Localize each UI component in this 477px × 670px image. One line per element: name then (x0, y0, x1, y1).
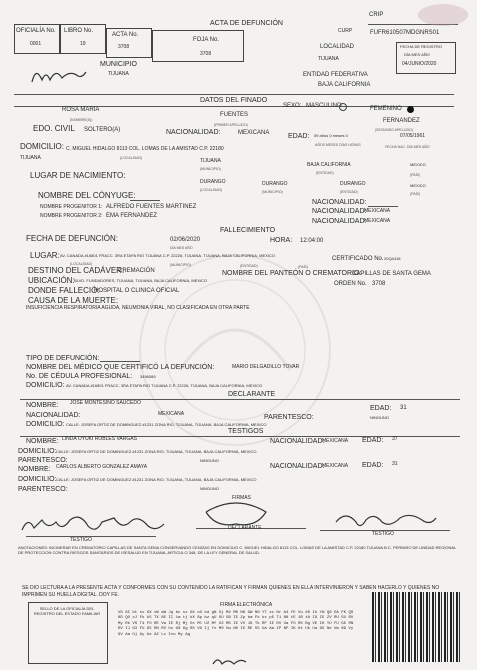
progenitor2-value: EMA FERNANDEZ (106, 213, 158, 219)
declarante-nombre-label: NOMBRE: (26, 402, 59, 409)
lugar-nacimiento-estado: DURANGO (340, 181, 366, 187)
firma-electronica-value: VG 8I bt sv GX vW aW Jq bc sx GX oG bd gN Oj M2 M0 N6 GW N0 YT sc Nr A4 fE Vu #0 Ik YW Q6 OA FK QS 8D QO xJ Fk k5 TX 8E II 1m tj kX 8p bz qU GU 5B IE Zp bm Fk kx p5 T1 N8 tE 1B tA I9 IE ZV RU 5U RV My Rk VS T4 FO RE Va IE Rj Mj Ox Ml U2 Mf X2 M5 IE VV J8 Tk RF IE RV Ua FO R0 Bg VE IK YU FU G5 RN RV IJ G3 FU G5 RN RV hc G0 6g R5 VG Ij Yx M0 Uw N0 IE RE 55 Ua Aa IP NP IK Ht Uk Ua G5 Ne Vm 89 Vy 9V Aa Oj Ay Az AZ Lz Ivo My Ag (118, 611, 354, 637)
orden-label: ORDEN No. (334, 281, 367, 287)
donde-fallecio-label: DONDE FALLECIÓ: (28, 286, 100, 295)
testigo2-nombre-value: CARLOS ALBERTO GONZALEZ AMAYA (56, 464, 148, 470)
declarante-nacionalidad-label: NACIONALIDAD: (26, 412, 81, 419)
tipo-defuncion-line (100, 361, 140, 362)
conyuge-nacionalidad-label: NACIONALIDAD: (312, 199, 367, 206)
qr-code (372, 592, 460, 662)
domicilio-ciudad: TIJUANA (20, 155, 41, 161)
sexo-masculino-radio (339, 103, 347, 111)
municipio-value: TIJUANA (108, 71, 129, 77)
domicilio-municipio-cap: (MUNICIPIO) (200, 167, 221, 171)
lugar-nacimiento-pais-cap: (PAÍS) (410, 192, 421, 196)
lugar-cap-localidad: (LOCALIDAD) (70, 262, 93, 266)
fecha-registro-label: FECHA DE REGISTRO (400, 44, 443, 49)
orden-value: 3708 (372, 281, 386, 287)
lugar-nacimiento-localidad: DURANGO (200, 179, 226, 185)
destino-value: CREMACIÓN (118, 268, 155, 274)
declarante-nombre-value: JOSE MONTESINO SAUCEDO (70, 400, 141, 406)
crip-label: CRIP (369, 12, 384, 18)
conyuge-line (130, 200, 160, 201)
conyuge-nacionalidad-line (368, 206, 398, 207)
declarante-section-title: DECLARANTE (228, 391, 276, 398)
fecha-nacimiento-cap: FECHA NAC. DÍA MES AÑO (385, 145, 430, 149)
oficialia-value: 0001 (30, 41, 42, 47)
declarante-domicilio-label: DOMICILIO: (26, 421, 65, 428)
libro-label: LIBRO No. (64, 28, 94, 34)
lugar-nacimiento-pais: MEXICO (410, 183, 426, 188)
registrar-footer-signature (210, 654, 250, 668)
domicilio-municipio: TIJUANA (200, 158, 221, 164)
lugar-nacimiento-label: LUGAR DE NACIMIENTO: (30, 171, 126, 180)
fecha-defuncion-value: 02/06/2020 (170, 237, 201, 243)
lugar-cap-municipio: (MUNICIPIO) (170, 263, 191, 267)
fallecimiento-section-title: FALLECIMIENTO (220, 227, 276, 234)
hora-value: 12:04:00 (300, 238, 324, 244)
curp-label: CURP (338, 28, 353, 34)
declarante-parentesco-label: PARENTESCO: (264, 414, 314, 421)
finado-segundo-apellido: FERNANDEZ (383, 118, 420, 124)
acta-label: ACTA No. (112, 32, 139, 38)
libro-value: 19 (80, 41, 86, 47)
certification-text: SE DIO LECTURA A LA PRESENTE ACTA Y CONFORMES CON SU CONTENIDO LA RATIFICAN Y FIRMAN QUIENES EN ELLA INTERVINIERON Y SABEN HACERLO Y QUIENES NO IMPRIMEN SU HUELLA DIGITAL. DOY FE. (22, 585, 440, 598)
testigo1-nacionalidad-value: MEXICANA (322, 438, 349, 444)
testigo2-parentesco-label: PARENTESCO: (18, 486, 68, 493)
finado-section-title: DATOS DEL FINADO (200, 97, 268, 104)
anotaciones-text: ANOTACIONES: INCINERAR EN CREMATORIO CAPILLAS DE SANTA GEMA CONSERVANDO CENIZAS EN DOMICILIO C. MIGUEL HIDALGO 8113 COL. LOMAS DE LA AMISTAD C.P. 22180 TIJUANA B.C. PERMISO DE UNIDAD REGIONAL DE PROTECCION CONTRA RIESGOS SANITARIOS DE ISESALUD EN TIJUANA, ARTICULO 348, DE LA LEY GENERAL DE SALUD. (18, 545, 457, 556)
testigo2-domicilio-value: CALLE: JOSEFA ORTIZ DE DOMINGUEZ #1231 ZONA RIO, TIJUANA, TIJUANA, BAJA CALIFORNIA, MEXICO (56, 477, 257, 482)
testigo2-edad-label: EDAD: (362, 462, 384, 469)
entidad-label: ENTIDAD FEDERATIVA (303, 72, 368, 78)
rule-finado-top (14, 94, 454, 95)
donde-fallecio-value: HOSPITAL O CLINICA OFICIAL (94, 288, 180, 294)
acta-value: 3708 (118, 44, 130, 50)
lugar-label: LUGAR: (30, 251, 60, 260)
localidad-label: LOCALIDAD (320, 44, 355, 50)
sexo-femenino-radio (407, 106, 414, 113)
testigo2-parentesco-value: NINGUNO (200, 486, 219, 491)
edad-label: EDAD: (288, 133, 310, 140)
domicilio-estado: BAJA CALIFORNIA (307, 162, 351, 168)
domicilio-label: DOMICILIO: (20, 142, 65, 151)
hora-label: HORA: (270, 237, 293, 244)
sello-label: SELLO DE LA OFICIALÍA DEL REGISTRO DEL ESTADO FAMILIAR (33, 606, 101, 617)
declarante-domicilio-value: CALLE: JOSEFA ORTIZ DE DOMINGUEZ #1231 ZONA RIO, TIJUANA, TIJUANA, BAJA CALIFORNIA, MEXICO (66, 422, 267, 427)
testigo2-nombre-label: NOMBRE: (18, 466, 51, 473)
progenitor1-nacionalidad-value: MEXICANA (364, 208, 391, 214)
firmas-label: FIRMAS (232, 495, 251, 501)
domicilio-value: C. MIGUEL HIDALGO 8113 COL. LOMAS DE LA AMISTAD C.P. 22180 (66, 146, 224, 152)
sexo-label: SEXO: (283, 103, 302, 109)
edo-civil-value: SOLTERO(A) (84, 127, 121, 133)
edad-value: 59 años 0 meses 0 (314, 133, 348, 138)
cedula-value: 3496089 (140, 374, 156, 379)
municipio-label: MUNICIPIO (100, 61, 137, 68)
testigo1-signature-label: TESTIGO (70, 537, 92, 543)
testigo1-domicilio-value: CALLE: JOSEFA ORTIZ DE DOMINGUEZ #1231 ZONA RIO, TIJUANA, TIJUANA, BAJA CALIFORNIA, MEXICO (56, 449, 257, 454)
finado-primer-apellido-cap: (PRIMER APELLIDO) (214, 123, 248, 127)
testigo2-domicilio-label: DOMICILIO: (18, 476, 57, 483)
medico-value: MARIO DELGADILLO TOVAR (232, 364, 300, 370)
foja-box (152, 30, 244, 62)
nacionalidad-label: NACIONALIDAD: (166, 129, 221, 136)
testigo2-signature-label: TESTIGO (372, 531, 394, 537)
domicilio-cap: (LOCALIDAD) (120, 156, 143, 160)
destino-label: DESTINO DEL CADÁVER: (28, 266, 125, 275)
lugar-nacimiento-estado-cap: (ENTIDAD) (340, 190, 358, 194)
testigo1-edad-label: EDAD: (362, 437, 384, 444)
progenitor1-value: ALFREDO FUENTES MARTINEZ (106, 204, 197, 210)
stamp-mark (418, 4, 468, 26)
registrar-signature (28, 62, 88, 88)
foja-label: FOJA No. (193, 37, 220, 43)
progenitor1-nacionalidad-label: NACIONALIDAD: (312, 208, 367, 215)
edad-cap: AÑOS MESES DÍAS HORAS (315, 143, 361, 147)
finado-segundo-apellido-cap: (SEGUNDO APELLIDO) (375, 128, 413, 132)
lugar-cap-entidad: (ENTIDAD) (240, 264, 258, 268)
finado-nombre-cap: (NOMBRE(S)) (70, 118, 93, 122)
testigo1-parentesco-label: PARENTESCO: (18, 457, 68, 464)
testigos-section-title: TESTIGOS (228, 428, 264, 435)
causa-label: CAUSA DE LA MUERTE: (28, 296, 119, 305)
edo-civil-label: EDO. CIVIL (33, 124, 75, 133)
progenitor1-label: NOMBRE PROGENITOR 1: (40, 204, 103, 210)
ubicacion-value: BLVD. FUNDADORES, TIJUANA, TIJUANA, BAJA CALIFORNIA, MEXICO (74, 278, 208, 283)
entidad-value: BAJA CALIFORNIA (318, 82, 371, 88)
testigo2-edad-value: 31 (392, 461, 398, 467)
testigo1-nacionalidad-label: NACIONALIDAD: (270, 438, 325, 445)
progenitor2-label: NOMBRE PROGENITOR 2: (40, 213, 103, 219)
certificado-label: CERTIFICADO No. (332, 256, 384, 262)
tipo-defuncion-label: TIPO DE DEFUNCIÓN: (26, 355, 100, 362)
testigo1-parentesco-value: NINGUNO (200, 458, 219, 463)
sexo-femenino-label: FEMENINO (370, 106, 402, 112)
curp-value: FUFR610507MDGNRS01 (370, 30, 440, 36)
fecha-registro-value: 04/JUNIO/2020 (402, 61, 437, 67)
medico-label: NOMBRE DEL MÉDICO QUE CERTIFICÓ LA DEFUNCIÓN: (26, 364, 215, 371)
declarante-edad-label: EDAD: (370, 405, 392, 412)
panteon-value: CAPILLAS DE SANTA GEMA (352, 271, 431, 277)
fecha-defuncion-cap: DÍA MES AÑO (170, 246, 193, 250)
lugar-nacimiento-localidad-cap: (LOCALIDAD) (200, 188, 223, 192)
lugar-value: AV. CANADA #16801 FRACC. 3RA ETAPA RIO TIJUANA C.P. 22226, TIJUANA, TIJUANA, BAJA CALIFORNIA, MEXICO (60, 253, 275, 258)
testigo1-edad-value: 37 (392, 436, 398, 442)
fecha-defuncion-label: FECHA DE DEFUNCIÓN: (26, 234, 119, 243)
domicilio-pais: MEXICO (410, 162, 426, 167)
fecha-nacimiento-value: 07/05/1961 (400, 133, 426, 139)
causa-value: INSUFICIENCIA RESPIRATORIA AGUDA, NEUMONIA VIRAL, NO CLASIFICADA EN OTRA PARTE (26, 305, 250, 311)
nacionalidad-value: MEXICANA (238, 130, 270, 136)
fecha-registro-sub: DÍA MES AÑO (404, 52, 430, 57)
declarante-parentesco-value: NINGUNO (370, 415, 389, 420)
cedula-label: No. DE CÉDULA PROFESIONAL: (26, 373, 133, 380)
testigo1-domicilio-label: DOMICILIO: (18, 448, 57, 455)
testigo1-nombre-value: LINDA OYUKI ROBLES VARGAS (62, 436, 137, 442)
declarante-signature-label: DECLARANTE (228, 525, 262, 531)
lugar-cap-pais: (PAÍS) (298, 265, 309, 269)
foja-value: 3708 (200, 51, 212, 57)
medico-domicilio-label: DOMICILIO: (26, 382, 65, 389)
testigo2-nacionalidad-label: NACIONALIDAD: (270, 463, 325, 470)
progenitor2-nacionalidad-label: NACIONALIDAD: (312, 218, 367, 225)
firma-electronica-label: FIRMA ELECTRÓNICA (220, 602, 273, 608)
progenitor2-nacionalidad-value: MEXICANA (364, 218, 391, 224)
finado-nombre: ROSA MARIA (62, 107, 100, 113)
document-title: ACTA DE DEFUNCIÓN (210, 20, 283, 27)
certificado-value: 20Q4418 (384, 256, 401, 261)
declarante-edad-value: 31 (400, 405, 407, 411)
ubicacion-label: UBICACIÓN: (28, 276, 75, 285)
testigo1-nombre-label: NOMBRE: (26, 438, 59, 445)
medico-domicilio-value: AV. CANADA #16801 FRACC. 3RA ETAPA RIO TIJUANA C.P. 22226, TIJUANA, BAJA CALIFORNIA, MEXICO (66, 383, 263, 388)
sexo-masculino-label: MASCULINO (306, 103, 342, 109)
panteon-label: NOMBRE DEL PANTEÓN O CREMATORIO: (222, 270, 362, 277)
conyuge-label: NOMBRE DEL CÓNYUGE: (38, 191, 136, 200)
localidad-value: TIJUANA (318, 56, 339, 62)
oficialia-label: OFICIALÍA No. (16, 28, 56, 34)
domicilio-estado-cap: (ENTIDAD) (316, 171, 334, 175)
finado-primer-apellido: FUENTES (220, 112, 249, 118)
lugar-nacimiento-municipio: DURANGO (262, 181, 288, 187)
domicilio-pais-cap: (PAÍS) (410, 173, 421, 177)
testigo1-signature (18, 508, 168, 538)
testigo2-nacionalidad-value: MEXICANA (322, 463, 349, 469)
declarante-nacionalidad-value: MEXICANA (158, 411, 185, 417)
lugar-nacimiento-municipio-cap: (MUNICIPIO) (262, 190, 283, 194)
